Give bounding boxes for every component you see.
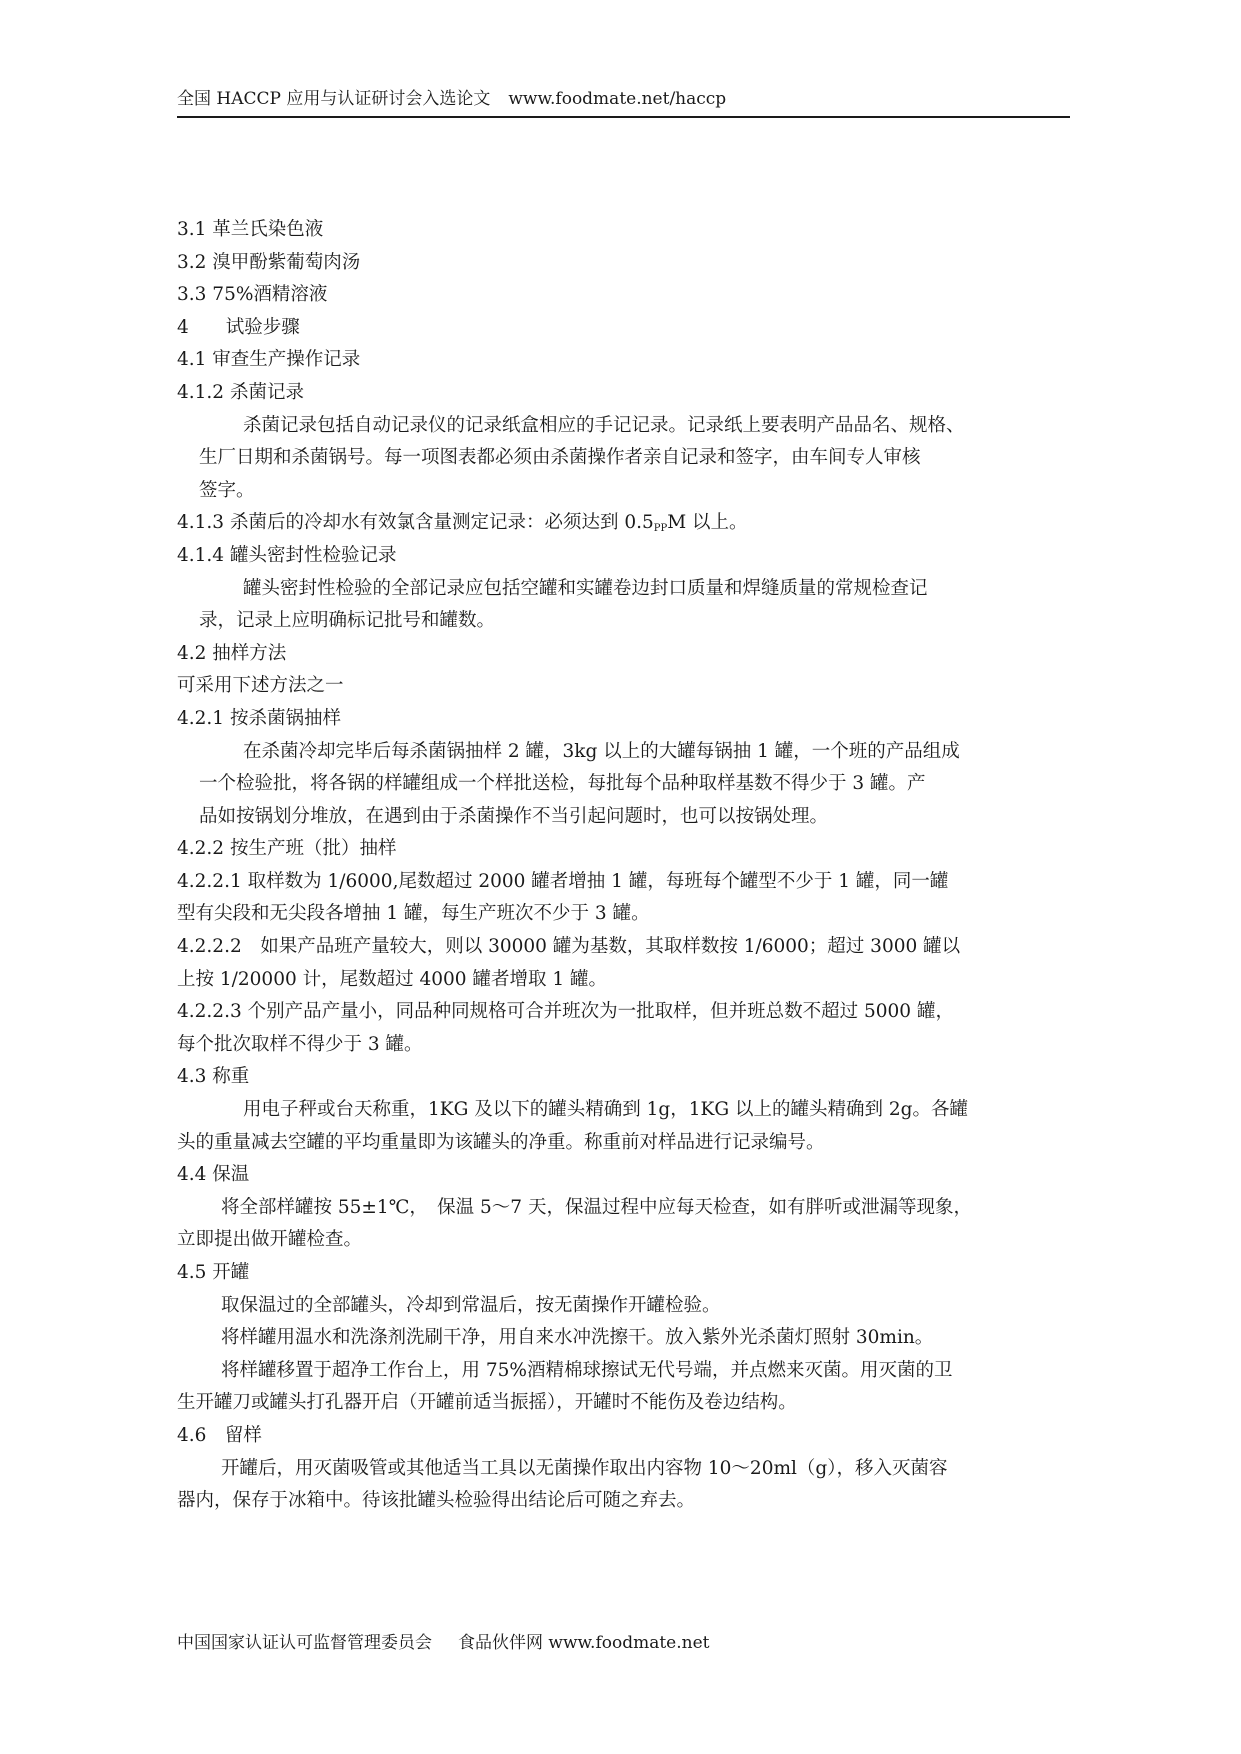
paragraph-line: 一个检验批，将各锅的样罐组成一个样批送检，每批每个品种取样基数不得少于 3 罐。产 bbox=[199, 773, 926, 795]
section-heading: 4.2.2 按生产班（批）抽样 bbox=[177, 838, 397, 860]
paragraph-line: 用电子秤或台天称重，1KG 及以下的罐头精确到 1g，1KG 以上的罐头精确到 2g。各罐 bbox=[243, 1099, 968, 1121]
header-url[interactable]: www.foodmate.net/haccp bbox=[508, 89, 727, 109]
paragraph-line: 每个批次取样不得少于 3 罐。 bbox=[177, 1033, 423, 1055]
paragraph-line: 上按 1/20000 计，尾数超过 4000 罐者增取 1 罐。 bbox=[177, 968, 607, 990]
section-heading: 3.1 革兰氏染色液 bbox=[177, 219, 324, 240]
paragraph-line: 器内，保存于冰箱中。待该批罐头检验得出结论后可随之弃去。 bbox=[177, 1490, 696, 1512]
paragraph-line: 录，记录上应明确标记批号和罐数。 bbox=[199, 610, 496, 632]
section-heading: 4.1.2 杀菌记录 bbox=[177, 381, 304, 403]
paragraph-line: 将样罐用温水和洗涤剂洗刷干净，用自来水冲洗擦干。放入紫外光杀菌灯照射 30min。 bbox=[221, 1327, 934, 1349]
paragraph-line: 立即提出做开罐检查。 bbox=[177, 1229, 363, 1251]
paragraph-line: 杀菌记录包括自动记录仪的记录纸盒相应的手记记录。记录纸上要表明产品品名、规格、 bbox=[243, 414, 965, 436]
paragraph-line: 4.2.2.2 如果产品班产量较大，则以 30000 罐为基数，其取样数按 1/6000；超过 3000 罐以 bbox=[177, 936, 961, 958]
paragraph-line: 生开罐刀或罐头打孔器开启（开罐前适当振摇），开罐时不能伤及卷边结构。 bbox=[177, 1392, 797, 1414]
paragraph-line: 可采用下述方法之一 bbox=[177, 675, 344, 697]
header-title: 全国 HACCP 应用与认证研讨会入选论文 bbox=[177, 89, 491, 109]
ppm-subscript: PP bbox=[653, 523, 668, 535]
paragraph-line: 生厂日期和杀菌锅号。每一项图表都必须由杀菌操作者亲自记录和签字，由车间专人审核 bbox=[199, 447, 921, 469]
section-heading: 4.6 留样 bbox=[177, 1424, 262, 1446]
document-body bbox=[177, 214, 1070, 1518]
section-heading: 4.1.4 罐头密封性检验记录 bbox=[177, 544, 397, 566]
paragraph-line: 罐头密封性检验的全部记录应包括空罐和实罐卷边封口质量和焊缝质量的常规检查记 bbox=[243, 577, 928, 599]
paragraph-line: 开罐后，用灭菌吸管或其他适当工具以无菌操作取出内容物 10～20ml（g），移入灭菌容 bbox=[221, 1457, 948, 1479]
paragraph-line: 4.2.2.3 个别产品产量小，同品种同规格可合并班次为一批取样，但并班总数不超过 5000 罐， bbox=[177, 1001, 954, 1023]
chlorine-text: 4.1.3 杀菌后的冷却水有效氯含量测定记录：必须达到 0.5 bbox=[177, 512, 654, 534]
paragraph-line: 型有尖段和无尖段各增抽 1 罐，每生产班次不少于 3 罐。 bbox=[177, 903, 650, 925]
section-heading: 4.1 审查生产操作记录 bbox=[177, 349, 361, 371]
section-heading: 3.2 溴甲酚紫葡萄肉汤 bbox=[177, 251, 361, 273]
section-heading: 4.2 抽样方法 bbox=[177, 642, 287, 664]
paragraph-line: 取保温过的全部罐头，冷却到常温后，按无菌操作开罐检验。 bbox=[221, 1294, 721, 1316]
paragraph-line: 将全部样罐按 55±1℃， 保温 5～7 天，保温过程中应每天检查，如有胖听或泄漏等现象， bbox=[221, 1196, 972, 1218]
footer-org: 中国国家认证认可监督管理委员会 bbox=[177, 1633, 432, 1653]
chlorine-tail: M 以上。 bbox=[667, 512, 748, 534]
paragraph-line: 品如按锅划分堆放，在遇到由于杀菌操作不当引起问题时，也可以按锅处理。 bbox=[199, 805, 829, 827]
section-heading: 4 试验步骤 bbox=[177, 316, 300, 338]
section-heading: 4.2.1 按杀菌锅抽样 bbox=[177, 707, 341, 729]
section-heading: 3.3 75%酒精溶液 bbox=[177, 284, 328, 306]
paragraph-line: 在杀菌冷却完毕后每杀菌锅抽样 2 罐，3kg 以上的大罐每锅抽 1 罐，一个班的产品组成 bbox=[243, 740, 960, 762]
section-heading: 4.4 保温 bbox=[177, 1164, 250, 1186]
paragraph-line: 头的重量减去空罐的平均重量即为该罐头的净重。称重前对样品进行记录编号。 bbox=[177, 1131, 825, 1153]
section-heading: 4.5 开罐 bbox=[177, 1262, 250, 1283]
paragraph-line: 将样罐移置于超净工作台上，用 75%酒精棉球擦试无代号端，并点燃来灭菌。用灭菌的卫 bbox=[221, 1359, 953, 1381]
section-heading-chlorine bbox=[177, 507, 1070, 540]
paragraph-line: 4.2.2.1 取样数为 1/6000,尾数超过 2000 罐者增抽 1 罐，每班每个罐型不少于 1 罐，同一罐 bbox=[177, 870, 949, 892]
footer-site[interactable]: 食品伙伴网 www.foodmate.net bbox=[458, 1633, 710, 1653]
page-header bbox=[177, 88, 1070, 118]
page-footer bbox=[177, 1632, 709, 1654]
paragraph-line: 签字。 bbox=[199, 479, 255, 501]
section-heading: 4.3 称重 bbox=[177, 1066, 250, 1088]
